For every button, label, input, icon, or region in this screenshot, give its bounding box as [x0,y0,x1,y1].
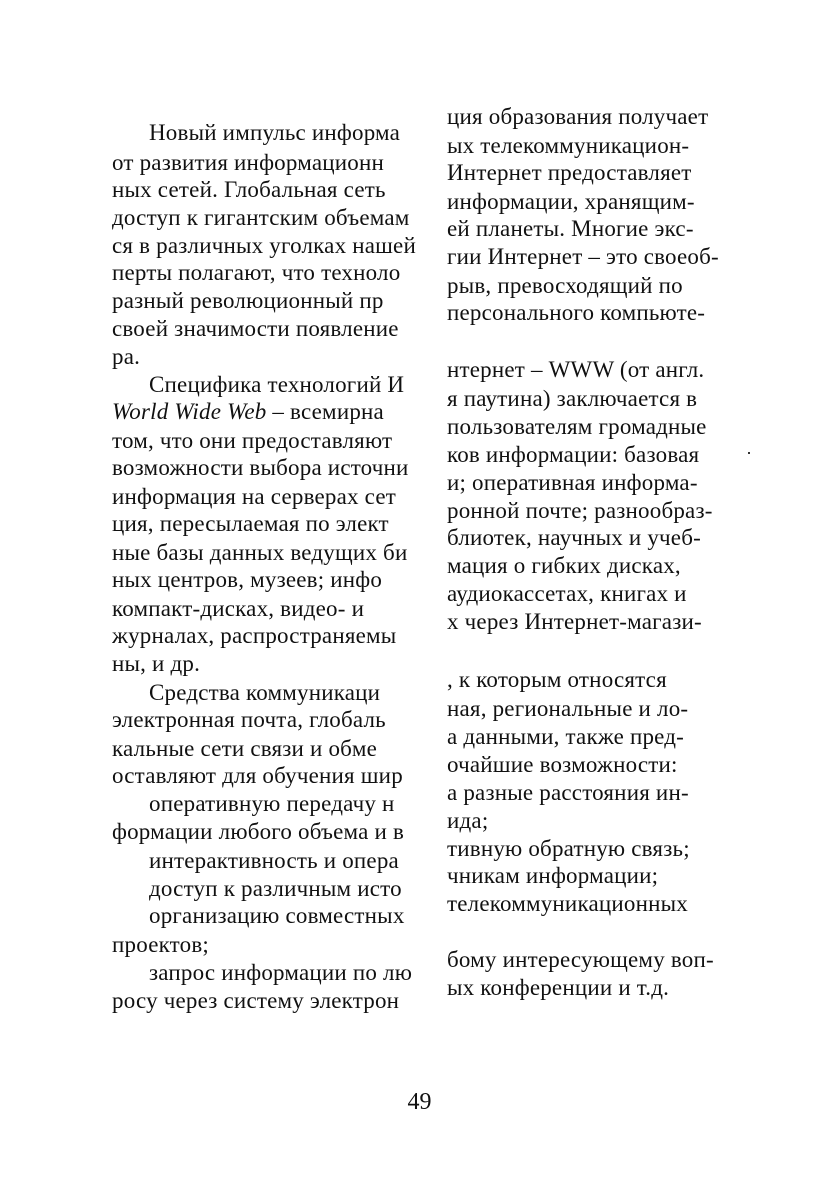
text-line: от развития информационн [112,150,384,175]
text-line: а разные расстояния ин- [447,780,689,805]
text-line: Специфика технологий И [149,372,405,397]
text-line: гии Интернет – это своеоб- [447,244,719,269]
right-text-column [447,0,743,1100]
text-line: проектов; [112,932,209,957]
text-line: интерактивность и опера [149,848,399,873]
text-line: доступ к гигантским объемам [112,205,410,230]
text-line: Средства коммуникаци [149,680,381,705]
text-line: ция, пересылаемая по элект [112,511,389,536]
text-line: бому интересующему воп- [447,947,714,972]
text-line: и; оперативная информа- [447,470,698,495]
text-line: ков информации: базовая [447,442,700,467]
text-line: ны, и др. [112,651,201,676]
text-line: информации, хранящим- [447,189,695,214]
text-line: ида; [447,808,489,833]
text-line: ронной почте; разнообраз- [447,498,713,523]
text-line: ных сетей. Глобальная сеть [112,177,386,202]
text-line: , к которым относятся [447,667,667,692]
text-line: разный революционный пр [112,288,384,313]
text-line: персонального компьюте- [447,300,706,325]
text-line: организацию совместных [149,903,405,928]
text-line: запрос информации по лю [149,960,413,985]
text-line: пользователям громадные [447,414,707,439]
text-line: ная, региональные и ло- [447,696,689,721]
text-line: формации любого объема и в [112,819,405,844]
text-line: Новый импульс информа [149,120,401,145]
page-number: 49 [407,1089,432,1115]
text-line: оперативную передачу н [149,791,395,816]
text-line: возможности выбора источни [112,455,409,480]
text-line: я паутина) заключается в [447,386,698,411]
text-line: Интернет предоставляет [447,160,692,185]
text-line: журналах, распространяемы [112,623,397,648]
text-line: том, что они предоставляют [112,428,393,453]
text-line: х через Интернет-магази- [447,609,702,634]
text-line: рыв, превосходящий по [447,273,683,298]
text-line: доступ к различным исто [149,876,402,901]
stray-mark [748,452,750,454]
text-line: World Wide Web – всемирна [112,399,384,424]
text-line: ра. [112,344,141,369]
text-line: аудиокассетах, книгах и [447,581,687,606]
text-line: тивную обратную связь; [447,836,690,861]
text-line: электронная почта, глобаль [112,707,386,732]
text-line: оставляют для обучения шир [112,763,403,788]
left-text-column [112,0,444,1100]
text-line: нтернет – WWW (от англ. [447,357,705,382]
text-line: очайшие возможности: [447,752,678,777]
text-line: ей планеты. Многие экс- [447,216,694,241]
text-line: ых телекоммуникацион- [447,133,690,158]
text-line: кальные сети связи и обме [112,736,378,761]
text-line: блиотек, научных и учеб- [447,525,701,550]
text-line: компакт-дисках, видео- и [112,596,365,621]
text-line: ные базы данных ведущих би [112,540,408,565]
text-line: мация о гибких дисках, [447,553,681,578]
text-line: ся в различных уголках нашей [112,233,416,258]
text-line: перты полагают, что техноло [112,260,401,285]
text-line: росу через систему электрон [112,988,400,1013]
text-line: чникам информации; [447,863,659,888]
text-line: ция образования получает [447,104,709,129]
text-line: ых конференции и т.д. [447,975,670,1000]
text-line: своей значимости появление [112,316,399,341]
text-line: телекоммуникационных [447,891,688,916]
text-line: а данными, также пред- [447,724,685,749]
text-line: ных центров, музеев; инфо [112,567,383,592]
text-line: информация на серверах сет [112,484,397,509]
